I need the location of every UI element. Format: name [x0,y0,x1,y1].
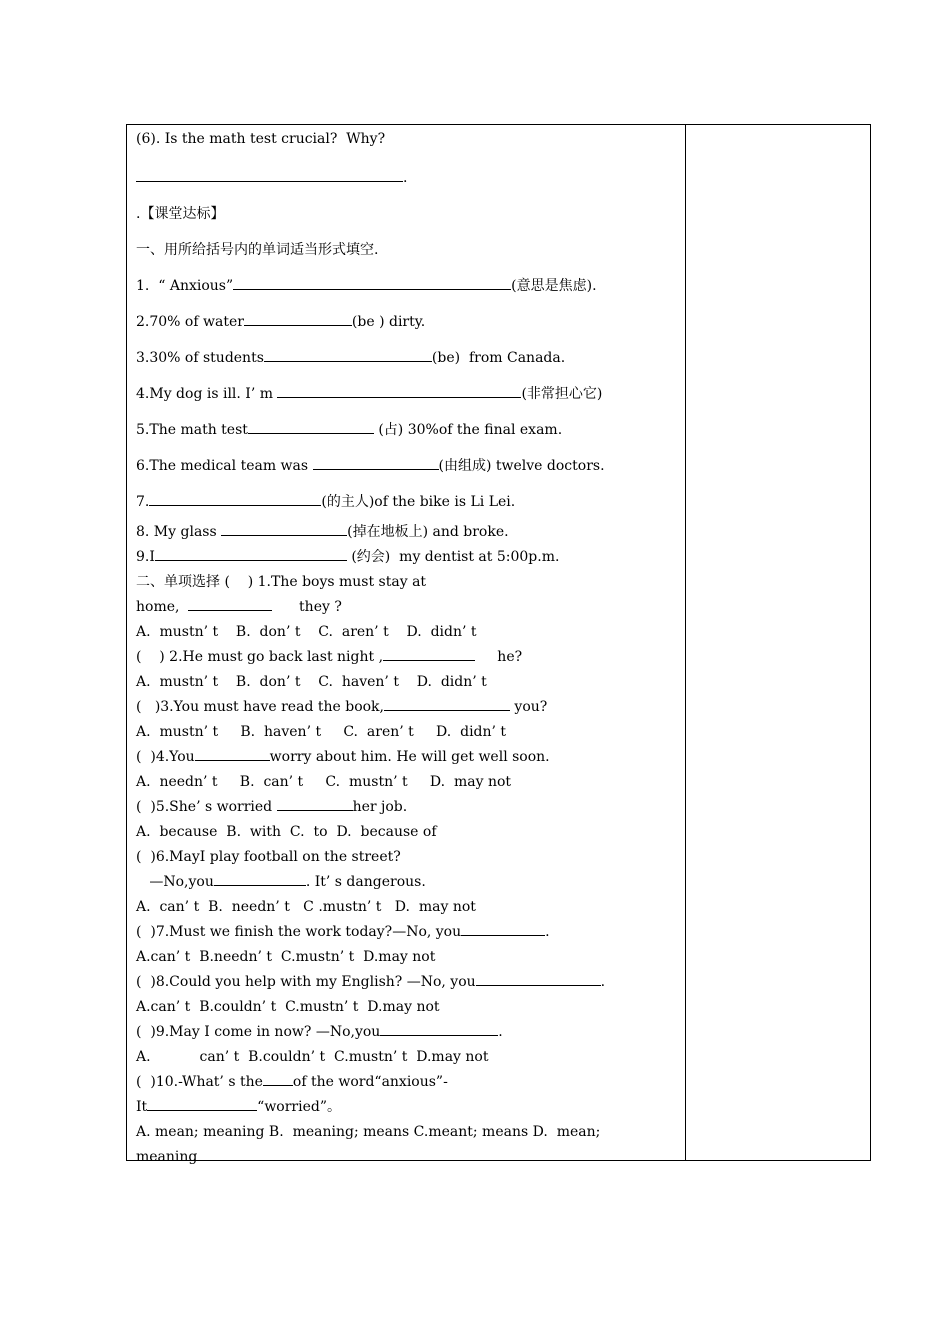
fill-item: 5.The math test (占) 30%of the final exam. [136,412,681,448]
mc-line: ( )3.You must have read the book, you? [136,695,681,720]
mc-line: 二、单项选择 ( ) 1.The boys must stay at [136,574,427,590]
mc-options: A. needn’ t B. can’ t C. mustn’ t D. may not [136,774,512,790]
mc-line: ( )4.You worry about him. He will get well soon. [136,745,681,770]
mc-line: ( )5.She’ s worried her job. [136,795,681,820]
worksheet-content [136,124,681,1170]
answer-blank [136,167,403,182]
mc-options: A.can’ t B.couldn’ t C.mustn’ t D.may not [136,999,440,1015]
question-6: (6). Is the math test crucial? Why? [136,131,386,147]
fill-item: 1. “ Anxious” (意思是焦虑). [136,268,681,304]
mc-options: meaning [136,1149,198,1165]
mc-options: A. mustn’ t B. don’ t C. aren’ t D. didn’ t [136,624,477,640]
mc-options: A. mustn’ t B. haven’ t C. aren’ t D. didn’ t [136,724,507,740]
mc-options: A. can’ t B. needn’ t C .mustn’ t D. may not [136,899,476,915]
mc-line: ( )7.Must we finish the work today?—No, you . [136,920,681,945]
mc-options: A. because B. with C. to D. because of [136,824,437,840]
mc-options: A. can’ t B.couldn’ t C.mustn’ t D.may not [136,1049,489,1065]
mc-line: ( ) 2.He must go back last night , he? [136,645,681,670]
mc-line: ( )8.Could you help with my English? —No, you . [136,970,681,995]
part1-heading: 一、用所给括号内的单词适当形式填空. [136,242,379,258]
mc-line: ( )10.-What’ s the of the word“anxious”- [136,1070,681,1095]
mc-line: ( )9.May I come in now? —No,you . [136,1020,681,1045]
mc-line: —No,you . It’ s dangerous. [136,870,681,895]
fill-item: 9.I (约会) my dentist at 5:00p.m. [136,545,681,570]
fill-item: 6.The medical team was (由组成) twelve doctors. [136,448,681,484]
fill-item: 8. My glass (掉在地板上) and broke. [136,520,681,545]
answer-line [136,160,681,196]
mc-line: ( )6.MayI play football on the street? [136,849,401,865]
column-divider [685,124,686,1161]
fill-item: 4.My dog is ill. I’ m (非常担心它) [136,376,681,412]
mc-options: A. mean; meaning B. meaning; means C.meant; means D. mean; [136,1124,601,1140]
mc-line: home, they ? [136,595,681,620]
section-title: .【课堂达标】 [136,206,225,222]
fill-item: 3.30% of students (be) from Canada. [136,340,681,376]
fill-item: 7. (的主人)of the bike is Li Lei. [136,484,681,520]
mc-options: A.can’ t B.needn’ t C.mustn’ t D.may not [136,949,436,965]
fill-item: 2.70% of water (be ) dirty. [136,304,681,340]
mc-options: A. mustn’ t B. don’ t C. haven’ t D. didn’ t [136,674,487,690]
mc-line: It “worried”。 [136,1095,681,1120]
answer-period: . [403,170,408,186]
